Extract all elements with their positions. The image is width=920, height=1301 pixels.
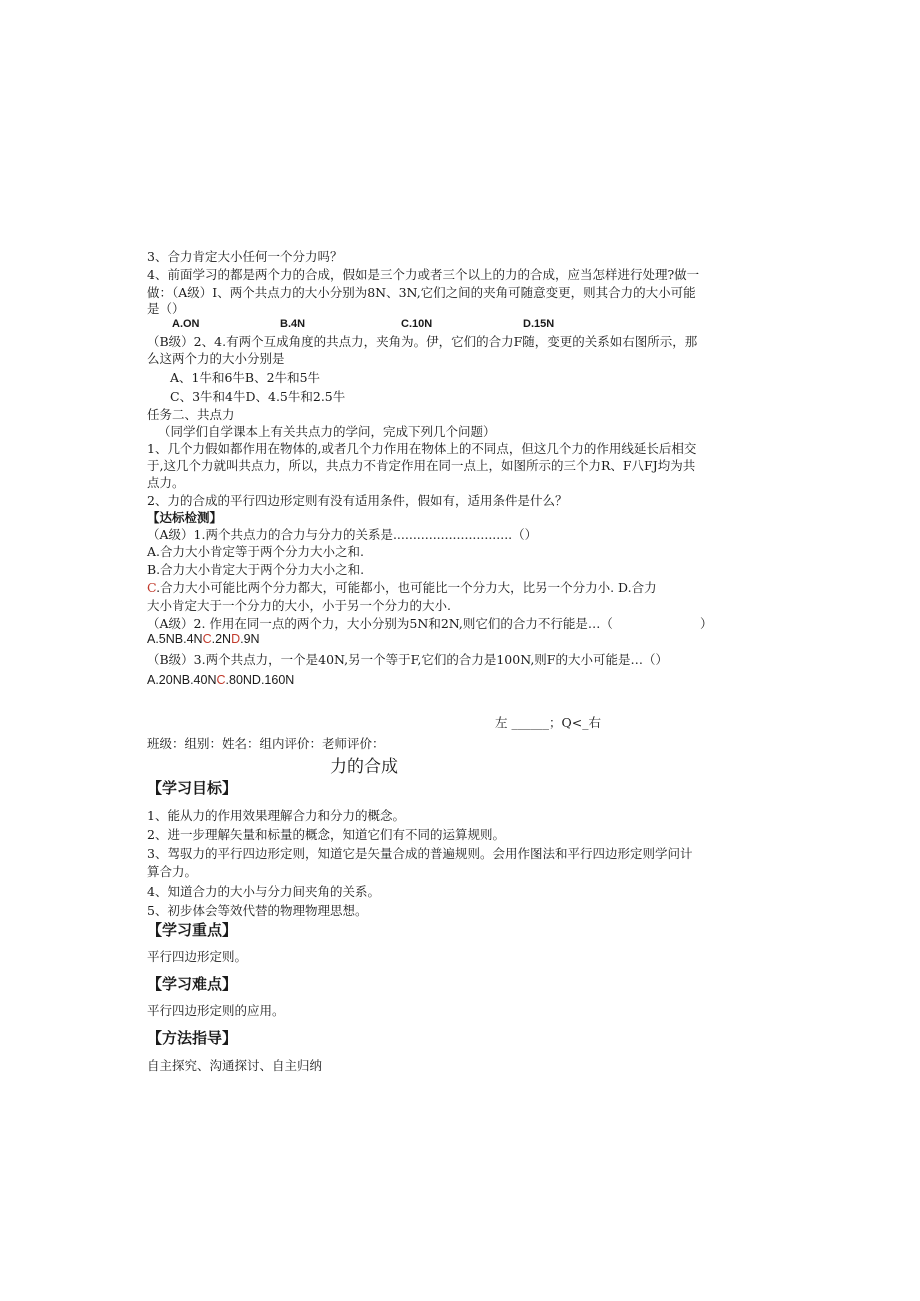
option-b: B.4N <box>280 318 306 330</box>
test-2: （A级）2. 作用在同一点的两个力，大小分别为5N和2N,则它们的合力不行能是…（ <box>147 616 613 631</box>
test-3: （B级）3.两个共点力，一个是40N,另一个等于F,它们的合力是100N,则F的大小可能是…（） <box>147 652 668 667</box>
difficulty-text: 平行四边形定则的应用。 <box>147 1003 285 1018</box>
option-d: D.15N <box>523 318 555 330</box>
exercise-b2-options-ab: A、1牛和6牛B、2牛和5牛 <box>170 370 321 385</box>
question-3: 3、合力肯定大小任何一个分力吗？ <box>147 249 343 264</box>
paragraph-1-line2: 于,这几个力就叫共点力，所以，共点力不肯定作用在同一点上，如图所示的三个力R、F八FJ均为共 <box>147 458 696 473</box>
goal-item: 算合力。 <box>147 864 198 879</box>
focus-text: 平行四边形定则。 <box>147 949 248 964</box>
test-2-options: A.5NB.4NC.2ND.9N <box>147 632 260 646</box>
test-1-option-cd-line2: 大小肯定大于一个分力的大小，小于另一个分力的大小. <box>147 598 451 613</box>
class-evaluation-line: 班级：组别：姓名：组内评价：老师评价： <box>147 736 385 751</box>
goal-item: 1、能从力的作用效果理解合力和分力的概念。 <box>147 808 405 823</box>
goal-item: 5、初步体会等效代替的物理物理思想。 <box>147 903 368 918</box>
paragraph-1-line3: 点力。 <box>147 475 185 490</box>
difficulty-heading: 【学习难点】 <box>147 976 238 993</box>
exercise-b2-line1: （B级）2、4.有两个互成角度的共点力，夹角为。伊，它们的合力F随，变更的关系如右图所示，那 <box>147 334 698 349</box>
test-3-options: A.20NB.40NC.80ND.160N <box>147 673 295 687</box>
test-2-close-paren: ） <box>700 616 713 631</box>
test-1-option-a: A.合力大小肯定等于两个分力大小之和. <box>147 544 364 559</box>
check-heading: 【达标检测】 <box>147 510 223 525</box>
test-1: （A级）1.两个共点力的合力与分力的关系是..............................（） <box>147 527 538 542</box>
paragraph-1-line1: 1、几个力假如都作用在物体的,或者几个力作用在物体上的不同点，但这几个力的作用线延长后相交 <box>147 441 697 456</box>
option-c: C.10N <box>401 318 433 330</box>
exercise-b2-line2: 么这两个力的大小分别是 <box>147 351 285 366</box>
task-2-heading: 任务二、共点力 <box>147 407 235 422</box>
focus-heading: 【学习重点】 <box>147 922 238 939</box>
test-1-option-b: B.合力大小肯定大于两个分力大小之和. <box>147 562 365 577</box>
exercise-a1-line1: 做：（A级）I、两个共点力的大小分别为8N、3N,它们之间的夹角可随意变更，则其合力的大小可能 <box>147 285 696 300</box>
task-2-intro: （同学们自学课本上有关共点力的学问，完成下列几个问题） <box>158 424 496 439</box>
page-title: 力的合成 <box>330 757 398 776</box>
goal-item: 2、进一步理解矢量和标量的概念，知道它们有不同的运算规则。 <box>147 827 505 842</box>
goal-item: 3、驾驭力的平行四边形定则，知道它是矢量合成的普遍规则。会用作图法和平行四边形定则学问计 <box>147 846 693 861</box>
footer-note: 左 ______；Q<_右 <box>495 715 601 730</box>
exercise-b2-options-cd: C、3牛和4牛D、4.5牛和2.5牛 <box>170 389 346 404</box>
goals-heading: 【学习目标】 <box>147 780 238 797</box>
method-heading: 【方法指导】 <box>147 1030 238 1047</box>
option-a: A.ON <box>172 318 200 330</box>
goal-item: 4、知道合力的大小与分力间夹角的关系。 <box>147 884 380 899</box>
method-text: 自主探究、沟通探讨、自主归纳 <box>147 1058 323 1073</box>
paragraph-2: 2、力的合成的平行四边形定则有没有适用条件，假如有，适用条件是什么？ <box>147 493 568 508</box>
option-c-marker: C <box>147 580 157 595</box>
question-4: 4、前面学习的都是两个力的合成，假如是三个力或者三个以上的力的合成，应当怎样进行处理?做一 <box>147 267 700 282</box>
test-1-option-cd-line1: C.合力大小可能比两个分力都大，可能都小，也可能比一个分力大，比另一个分力小. D.合力 <box>147 580 657 595</box>
exercise-a1-line2: 是（） <box>147 301 185 316</box>
